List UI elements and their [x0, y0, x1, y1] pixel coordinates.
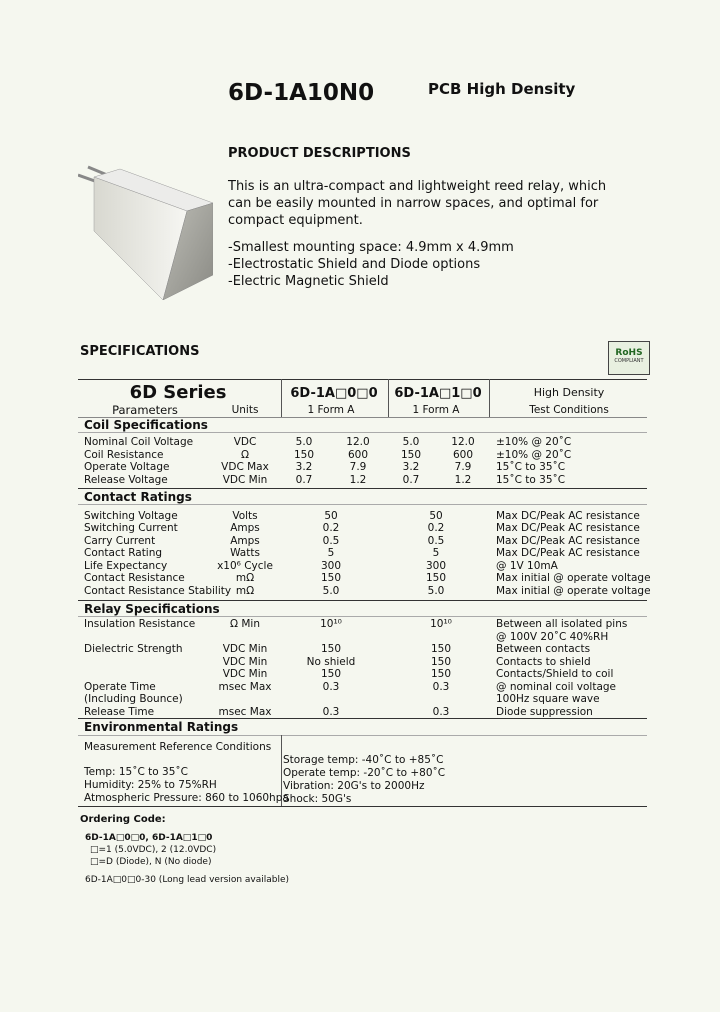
parameter-name: Coil Resistance	[84, 449, 164, 461]
series-title: 6D Series	[129, 382, 227, 403]
parameter-name: Contact Resistance	[84, 572, 185, 584]
product-description-text: This is an ultra-compact and lightweight reed relay, which can be easily mounted in narrow spaces, and optimal for compact equipment.	[228, 179, 607, 228]
unit-value: Ω Min	[230, 618, 260, 630]
value-cell: 150	[425, 572, 447, 584]
value-cell: 1.2	[349, 474, 367, 486]
unit-value: VDC Min	[222, 668, 268, 680]
parameters-header: Parameters	[112, 403, 178, 417]
value-cell: 0.7	[295, 474, 313, 486]
form-header-2: 1 Form A	[412, 404, 460, 416]
env-left-line: Humidity: 25% to 75%RH	[84, 779, 217, 791]
value-cell: 0.3	[432, 681, 450, 693]
unit-value: msec Max	[218, 706, 272, 718]
part-number-title: 6D-1A10N0	[228, 80, 375, 106]
value-cell: 0.2	[322, 522, 340, 534]
parameter-name: Switching Voltage	[84, 510, 178, 522]
test-condition: 15˚C to 35˚C	[496, 474, 566, 486]
test-condition: Max DC/Peak AC resistance	[496, 535, 640, 547]
value-cell: 12.0	[451, 436, 475, 448]
unit-value: Amps	[230, 522, 260, 534]
value-cell: 10¹⁰	[430, 618, 452, 630]
form-header-1: 1 Form A	[307, 404, 355, 416]
parameter-name: Insulation Resistance	[84, 618, 196, 630]
env-left-line: Measurement Reference Conditions	[84, 741, 272, 753]
unit-value: Volts	[232, 510, 258, 522]
parameter-name: Life Expectancy	[84, 560, 168, 572]
test-condition: @ 1V 10mA	[496, 560, 558, 572]
value-cell: 0.3	[322, 681, 340, 693]
parameter-name: Release Voltage	[84, 474, 168, 486]
value-cell: No shield	[306, 656, 356, 668]
test-condition: @ nominal coil voltage	[496, 681, 617, 693]
env-right-line: Vibration: 20G's to 2000Hz	[283, 780, 425, 792]
unit-value: Watts	[230, 547, 260, 559]
value-cell: 150	[430, 668, 452, 680]
environmental-section-title: Environmental Ratings	[84, 720, 239, 734]
parameter-name: Switching Current	[84, 522, 178, 534]
rohs-compliant-label: COMPLIANT	[614, 358, 644, 364]
parameter-name: Release Time	[84, 706, 155, 718]
ordering-code-heading: Ordering Code:	[80, 814, 166, 825]
product-subtitle: PCB High Density	[428, 80, 576, 98]
specifications-table	[78, 379, 651, 807]
unit-value: msec Max	[218, 681, 272, 693]
unit-value: VDC Min	[222, 474, 268, 486]
ordering-line: 6D-1A□0□0, 6D-1A□1□0	[85, 833, 213, 843]
test-condition: Max initial @ operate voltage	[496, 572, 651, 584]
unit-value: VDC	[233, 436, 257, 448]
ordering-line: □=D (Diode), N (No diode)	[90, 857, 212, 867]
parameter-name: Operate Voltage	[84, 461, 170, 473]
value-cell: 7.9	[454, 461, 472, 473]
value-cell: 1.2	[454, 474, 472, 486]
test-condition: Contacts/Shield to coil	[496, 668, 614, 680]
parameter-name: (Including Bounce)	[84, 693, 183, 705]
value-cell: 150	[320, 572, 342, 584]
test-condition: Between contacts	[496, 643, 591, 655]
env-right-line: Storage temp: -40˚C to +85˚C	[283, 754, 444, 766]
parameter-name: Contact Rating	[84, 547, 163, 559]
value-cell: 0.7	[402, 474, 420, 486]
ordering-line: □=1 (5.0VDC), 2 (12.0VDC)	[90, 845, 217, 855]
product-descriptions-heading: PRODUCT DESCRIPTIONS	[228, 146, 411, 161]
contact-section-title: Contact Ratings	[84, 490, 192, 504]
test-condition: 100Hz square wave	[496, 693, 600, 705]
parameter-name: Operate Time	[84, 681, 156, 693]
feature-bullet: -Electric Magnetic Shield	[228, 274, 389, 289]
value-cell: 3.2	[402, 461, 420, 473]
value-cell: 10¹⁰	[320, 618, 342, 630]
value-cell: 5.0	[402, 436, 420, 448]
value-cell: 50	[429, 510, 443, 522]
value-cell: 5.0	[322, 585, 340, 597]
test-condition: 15˚C to 35˚C	[496, 461, 566, 473]
units-header: Units	[231, 404, 259, 416]
value-cell: 12.0	[346, 436, 370, 448]
value-cell: 150	[320, 643, 342, 655]
test-condition: Between all isolated pins	[496, 618, 628, 630]
ordering-line: 6D-1A□0□0-30 (Long lead version available)	[85, 875, 290, 885]
unit-value: x10⁶ Cycle	[217, 560, 273, 572]
value-cell: 5	[432, 547, 440, 559]
value-cell: 150	[293, 449, 315, 461]
test-condition: ±10% @ 20˚C	[496, 436, 572, 448]
value-cell: 0.3	[322, 706, 340, 718]
value-cell: 5	[327, 547, 335, 559]
value-cell: 300	[320, 560, 342, 572]
test-condition: Max DC/Peak AC resistance	[496, 547, 640, 559]
unit-value: Ω	[240, 449, 250, 461]
value-cell: 0.3	[432, 706, 450, 718]
value-cell: 300	[425, 560, 447, 572]
value-cell: 50	[324, 510, 338, 522]
model-column-2: 6D-1A□1□0	[394, 386, 482, 401]
test-conditions-header: Test Conditions	[529, 404, 609, 416]
parameter-name: Contact Resistance Stability	[84, 585, 232, 597]
value-cell: 0.5	[427, 535, 445, 547]
unit-value: mΩ	[235, 572, 255, 584]
value-cell: 7.9	[349, 461, 367, 473]
env-left-line: Temp: 15˚C to 35˚C	[84, 766, 188, 778]
model-column-1: 6D-1A□0□0	[290, 386, 378, 401]
high-density-label: High Density	[533, 386, 605, 399]
parameter-name: Nominal Coil Voltage	[84, 436, 194, 448]
parameter-name: Carry Current	[84, 535, 156, 547]
value-cell: 600	[452, 449, 474, 461]
value-cell: 150	[320, 668, 342, 680]
specifications-heading: SPECIFICATIONS	[80, 344, 200, 359]
rohs-label: RoHS	[615, 348, 643, 358]
unit-value: VDC Min	[222, 643, 268, 655]
env-left-line: Atmospheric Pressure: 860 to 1060hpa	[84, 792, 289, 804]
value-cell: 5.0	[427, 585, 445, 597]
parameter-name: Dielectric Strength	[84, 643, 183, 655]
relay-product-image	[78, 165, 213, 300]
test-condition: ±10% @ 20˚C	[496, 449, 572, 461]
value-cell: 3.2	[295, 461, 313, 473]
test-condition: Max DC/Peak AC resistance	[496, 510, 640, 522]
test-condition: Max initial @ operate voltage	[496, 585, 651, 597]
env-right-line: Shock: 50G's	[283, 793, 352, 805]
unit-value: mΩ	[235, 585, 255, 597]
rohs-compliant-logo	[608, 341, 650, 375]
value-cell: 5.0	[295, 436, 313, 448]
unit-value: Amps	[230, 535, 260, 547]
test-condition: Max DC/Peak AC resistance	[496, 522, 640, 534]
coil-section-title: Coil Specifications	[84, 418, 208, 432]
test-condition: Contacts to shield	[496, 656, 591, 668]
unit-value: VDC Min	[222, 656, 268, 668]
value-cell: 0.5	[322, 535, 340, 547]
feature-bullet: -Smallest mounting space: 4.9mm x 4.9mm	[228, 240, 514, 255]
value-cell: 0.2	[427, 522, 445, 534]
unit-value: VDC Max	[221, 461, 269, 473]
value-cell: 600	[347, 449, 369, 461]
env-right-line: Operate temp: -20˚C to +80˚C	[283, 767, 446, 779]
relay-section-title: Relay Specifications	[84, 602, 220, 616]
value-cell: 150	[400, 449, 422, 461]
test-condition: Diode suppression	[496, 706, 593, 718]
test-condition: @ 100V 20˚C 40%RH	[496, 631, 609, 643]
value-cell: 150	[430, 656, 452, 668]
feature-bullet: -Electrostatic Shield and Diode options	[228, 257, 481, 272]
value-cell: 150	[430, 643, 452, 655]
